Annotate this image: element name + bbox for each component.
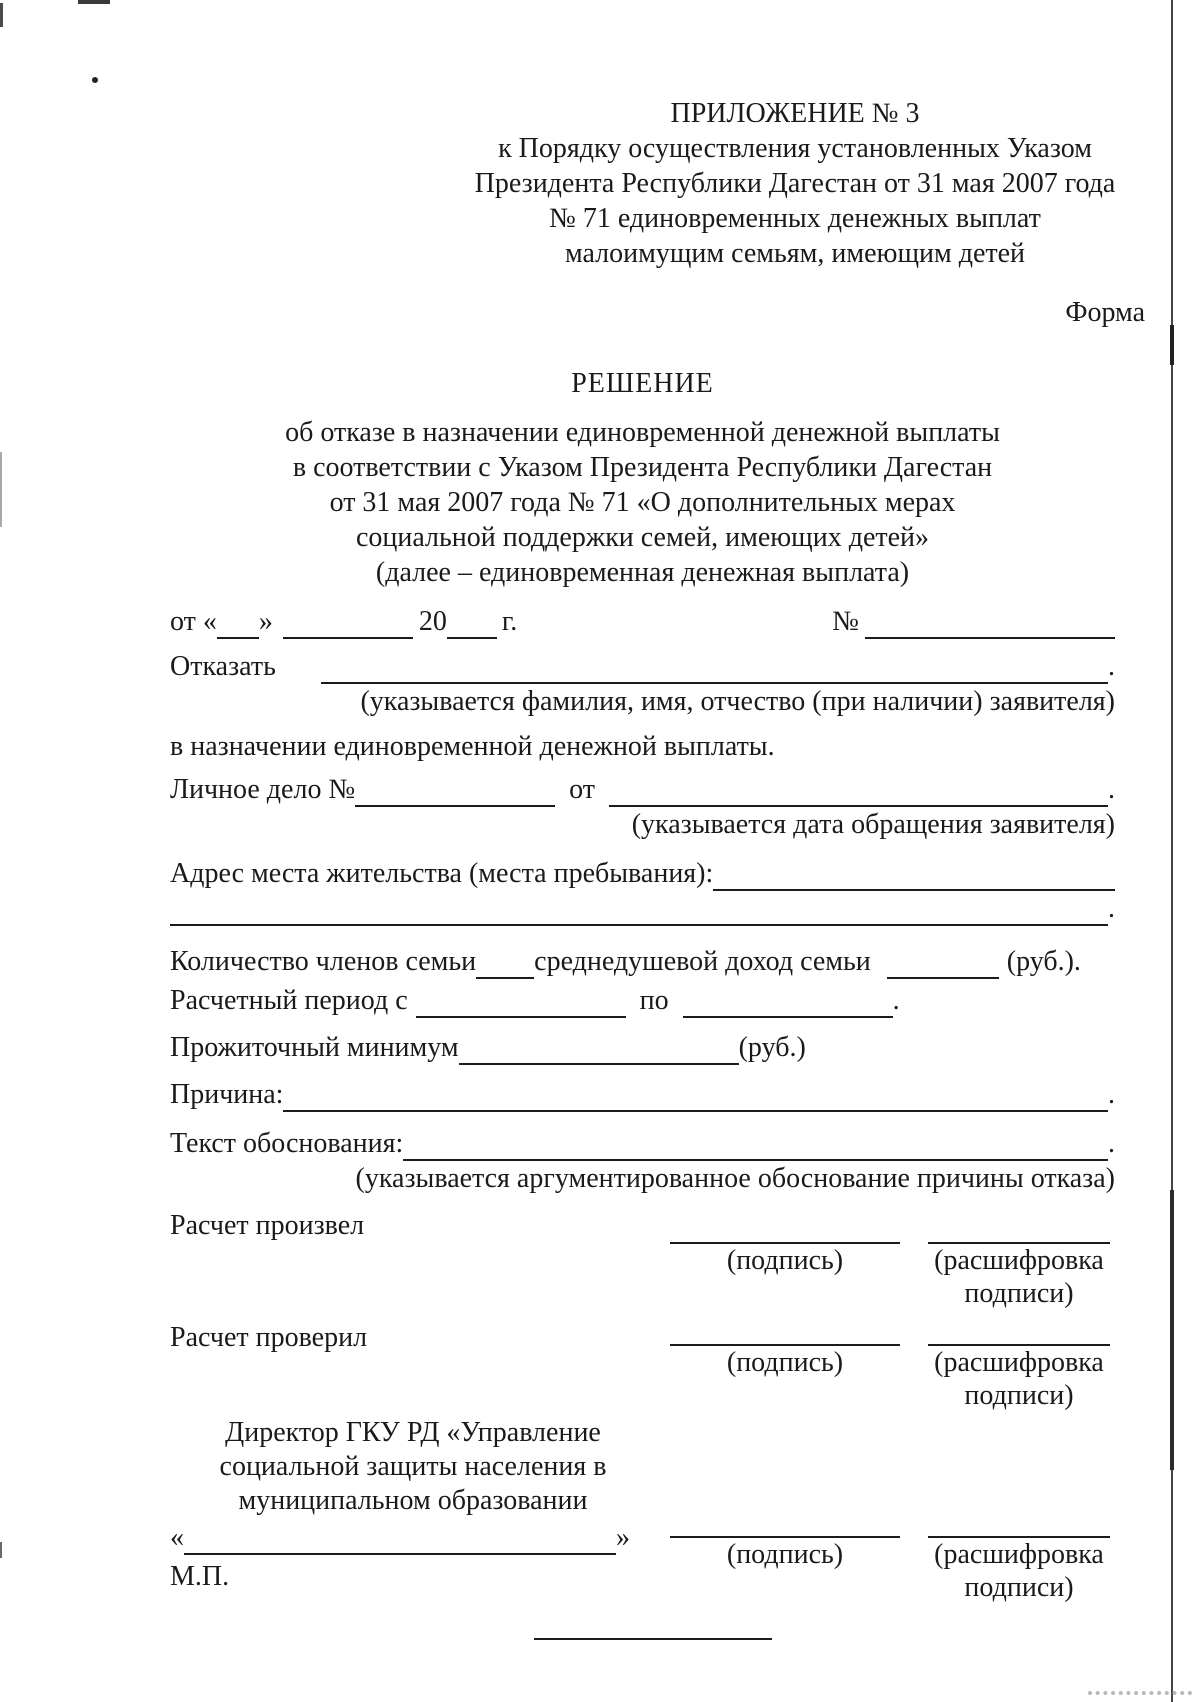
blank-month-field — [283, 613, 413, 639]
punctuation: . — [1108, 893, 1115, 924]
signature-name-column — [928, 1326, 1110, 1412]
bottom-separator-line — [534, 1624, 772, 1640]
signature-name-caption: подписи) — [964, 1380, 1074, 1411]
address-continuation-row — [170, 891, 1115, 926]
blank-number-field — [865, 613, 1115, 639]
signature-name-caption: (расшифровка — [934, 1347, 1104, 1378]
rub-label: (руб.). — [1006, 946, 1081, 977]
blank-signature-name-field — [928, 1326, 1110, 1346]
signature-name-caption: (расшифровка — [934, 1245, 1104, 1276]
number-sign: № — [832, 606, 859, 637]
blank-justification-field — [403, 1135, 1108, 1161]
blank-income-field — [887, 953, 999, 979]
appendix-line: № 71 единовременных денежных выплат — [549, 203, 1041, 234]
year-prefix: 20 — [418, 606, 447, 637]
punctuation: . — [892, 985, 900, 1016]
punctuation: . — [1108, 651, 1115, 682]
justification-caption: (указывается аргументированное обоснование причины отказа) — [355, 1163, 1115, 1194]
justification-row — [170, 1126, 1115, 1161]
refuse-row — [170, 649, 1115, 684]
blank-municipality-field — [184, 1531, 616, 1555]
subtitle-line: социальной поддержки семей, имеющих детей» — [355, 522, 930, 553]
document-title: РЕШЕНИЕ — [571, 368, 714, 399]
personal-file-row — [170, 772, 1115, 807]
punctuation: . — [1108, 1128, 1115, 1159]
justification-label: Текст обоснования: — [170, 1128, 404, 1159]
signature-name-column — [928, 1518, 1110, 1604]
director-title-line: муниципальном образовании — [238, 1485, 588, 1516]
blank-address-field — [713, 865, 1115, 891]
calc-made-label: Расчет произвел — [170, 1210, 365, 1241]
blank-applicant-name-field — [321, 658, 1108, 684]
calc-made-row — [170, 1208, 1115, 1310]
director-signature-block — [170, 1416, 1115, 1604]
calc-period-label: Расчетный период с — [170, 985, 408, 1016]
from-label: от — [569, 774, 596, 805]
blank-signature-name-field — [928, 1518, 1110, 1538]
date-from-label: от « — [170, 606, 217, 637]
municipality-name-row — [170, 1520, 630, 1555]
appendix-header — [445, 96, 1145, 271]
family-row — [170, 944, 1115, 979]
appendix-line: Президента Республики Дагестан от 31 мая 2007 года — [474, 168, 1116, 199]
document-subtitle — [170, 415, 1115, 590]
blank-application-date-field — [609, 781, 1108, 807]
blank-period-end-field — [683, 992, 893, 1018]
open-quote: « — [170, 1522, 184, 1553]
refuse-label: Отказать — [170, 651, 276, 682]
punctuation: . — [1108, 1079, 1115, 1110]
refuse-caption: (указывается фамилия, имя, отчество (при наличии) заявителя) — [360, 686, 1115, 717]
blank-address-continuation-field — [170, 900, 1108, 926]
director-title-line: Директор ГКУ РД «Управление — [225, 1417, 601, 1448]
signature-name-caption: подписи) — [964, 1278, 1074, 1309]
signature-column — [670, 1224, 900, 1310]
subtitle-line: в соответствии с Указом Президента Республики Дагестан — [292, 452, 993, 483]
subtitle-line: об отказе в назначении единовременной денежной выплаты — [285, 417, 1000, 448]
signature-name-caption: (расшифровка — [934, 1539, 1104, 1570]
calc-period-row — [170, 983, 1115, 1018]
signature-name-column — [928, 1224, 1110, 1310]
blank-period-start-field — [416, 992, 626, 1018]
close-quote: » — [616, 1522, 630, 1553]
blank-signature-field — [670, 1326, 900, 1346]
appendix-line: малоимущим семьям, имеющим детей — [564, 238, 1026, 269]
date-number-row — [170, 604, 1115, 639]
signature-caption: (подпись) — [726, 1539, 844, 1570]
personal-file-label: Личное дело № — [170, 774, 356, 805]
signature-column — [670, 1326, 900, 1412]
subtitle-line: от 31 мая 2007 года № 71 «О дополнительных мерах — [329, 487, 956, 518]
application-date-caption: (указывается дата обращения заявителя) — [631, 809, 1115, 840]
blank-day-field — [217, 613, 259, 639]
address-label: Адрес места жительства (места пребывания): — [170, 858, 714, 889]
signature-columns — [670, 1326, 1110, 1412]
blank-members-count-field — [476, 953, 534, 979]
minimum-rub-label: (руб.) — [738, 1032, 806, 1063]
scan-edge-speck — [1088, 1691, 1192, 1695]
period-to-label: по — [639, 985, 669, 1016]
director-left-block — [170, 1416, 670, 1594]
blank-signature-name-field — [928, 1224, 1110, 1244]
family-members-label: Количество членов семьи — [170, 946, 477, 977]
year-suffix: г. — [501, 606, 518, 637]
signature-column — [670, 1518, 900, 1604]
blank-minimum-field — [459, 1039, 739, 1065]
blank-reason-field — [283, 1086, 1108, 1112]
punctuation: . — [1108, 774, 1115, 805]
signature-caption: (подпись) — [726, 1245, 844, 1276]
director-title-line: социальной защиты населения в — [219, 1451, 607, 1482]
director-title — [208, 1416, 618, 1518]
calc-checked-label: Расчет проверил — [170, 1322, 368, 1353]
signature-caption: (подпись) — [726, 1347, 844, 1378]
signature-name-caption: подписи) — [964, 1572, 1074, 1603]
blank-signature-field — [670, 1518, 900, 1538]
calc-checked-row — [170, 1320, 1115, 1412]
blank-file-number-field — [355, 781, 555, 807]
reason-label: Причина: — [170, 1079, 284, 1110]
signature-columns — [670, 1518, 1110, 1604]
blank-signature-field — [670, 1224, 900, 1244]
blank-year-field — [447, 613, 497, 639]
date-close-quote: » — [258, 606, 273, 637]
stamp-label: М.П. — [170, 1561, 230, 1592]
reason-row — [170, 1077, 1115, 1112]
address-row — [170, 856, 1115, 891]
form-marker: Форма — [1065, 297, 1145, 328]
signature-columns — [670, 1224, 1110, 1310]
minimum-label: Прожиточный минимум — [170, 1032, 459, 1063]
income-label: среднедушевой доход семьи — [534, 946, 871, 977]
appendix-line: ПРИЛОЖЕНИЕ № 3 — [670, 98, 920, 129]
minimum-row — [170, 1030, 1115, 1065]
appendix-line: к Порядку осуществления установленных Указом — [498, 133, 1092, 164]
assignment-text: в назначении единовременной денежной выплаты. — [170, 731, 775, 762]
subtitle-line: (далее – единовременная денежная выплата) — [375, 557, 910, 588]
